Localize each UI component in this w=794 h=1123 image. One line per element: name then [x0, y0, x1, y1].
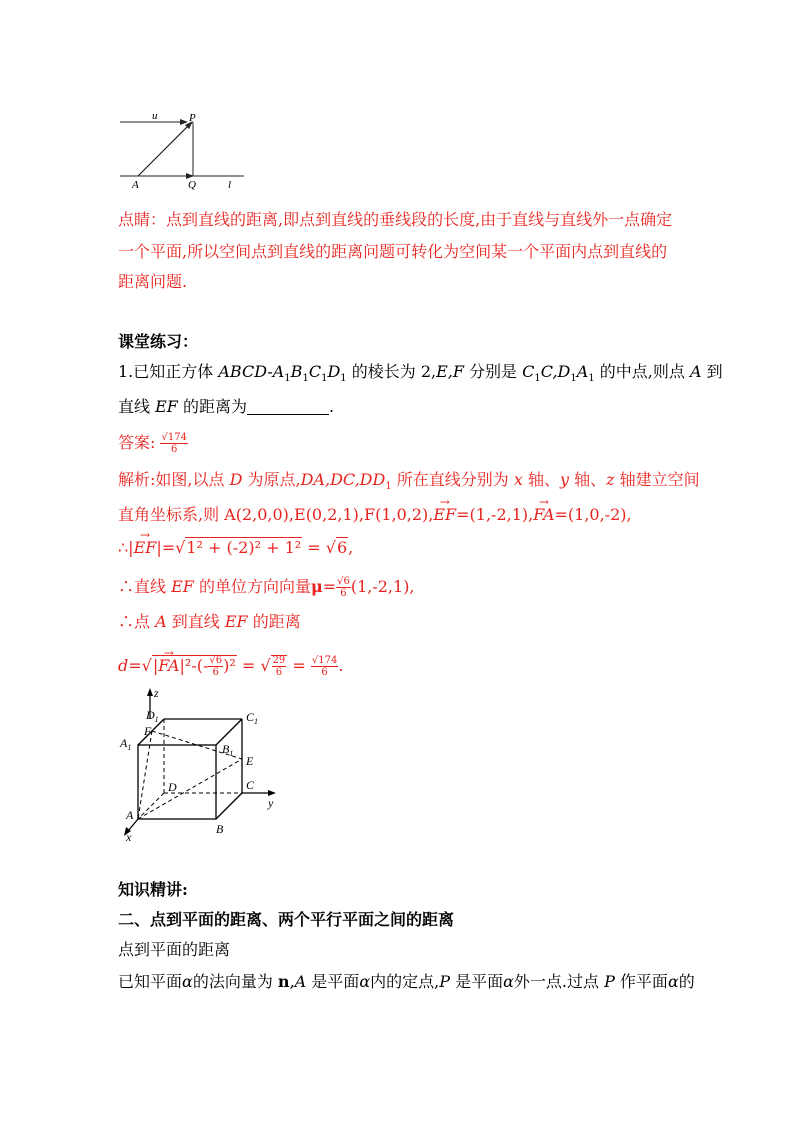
note-line-1: 点睛：点到直线的距离,即点到直线的垂线段的长度,由于直线与直线外一点确定	[118, 210, 673, 229]
solution-line-3: ∴|→ EF|=√1² + (-2)² + 1² = √6,	[118, 538, 353, 558]
a-label: A	[126, 808, 134, 822]
z-axis-label: z	[154, 686, 159, 700]
solution-line-1: 解析:如图,以点 D 为原点$,DA,DC,DD_1$ 所在直线分别为 x 轴、y 轴、z 轴建立空间	[118, 470, 700, 492]
p-label: P	[189, 112, 196, 124]
solution-line-6: d=√|→ FA|²-(- $\frac{√6}{6}$ )² = √ $\frac{29}{6}$ = $\frac{√174}{6}$ .	[118, 655, 343, 678]
x-axis-label: x	[126, 830, 132, 844]
e-label: E	[246, 754, 254, 768]
b1-label: $B_1$	[222, 742, 234, 758]
answer-line: 答案: $\frac{√174}{6}$	[118, 432, 187, 455]
subsection-title: 点到平面的距离	[118, 940, 231, 959]
solution-line-4: ∴直线 EF 的单位方向向量μ= $\frac{√6}{6}$ (1,-2,1),	[118, 576, 415, 599]
note-line-3: 距离问题.	[118, 272, 188, 291]
q-label: Q	[188, 179, 196, 191]
d-label: D	[168, 780, 177, 794]
cube-figure	[118, 685, 288, 845]
question-1-line-1: 1.已知正方体 ABCD-$A_1B_1C_1D_1$ 的棱长为 2,E,F 分别是 $C_1C,D_1A_1$ 的中点,则点 A 到	[118, 362, 723, 384]
body-line-last: 已知平面α的法向量为 n,A 是平面α内的定点,P 是平面α外一点.过点 P 作平面α的	[118, 972, 695, 991]
point-line-figure	[118, 108, 248, 192]
f-label: F	[144, 724, 152, 738]
y-axis-label: y	[268, 796, 274, 810]
knowledge-heading: 知识精讲:	[118, 880, 188, 899]
l-label: l	[228, 179, 232, 191]
c-label: C	[246, 778, 255, 792]
solution-line-5: ∴点 A 到直线 EF 的距离	[118, 612, 301, 631]
a1-label: $A_1$	[120, 736, 132, 752]
note-line-2: 一个平面,所以空间点到直线的距离问题可转化为空间某一个平面内点到直线的	[118, 242, 668, 261]
u-label: u	[152, 110, 158, 122]
section-title: 二、点到平面的距离、两个平行平面之间的距离	[118, 910, 455, 929]
solution-line-2: 直角坐标系,则 A(2,0,0),E(0,2,1),F(1,0,2),→ EF=(1,-2,1),→ FA=(1,0,-2),	[118, 505, 632, 525]
d1-label: $D_1$	[146, 708, 159, 724]
answer-blank	[247, 400, 329, 415]
c1-label: $C_1$	[246, 710, 259, 726]
practice-heading: 课堂练习：	[118, 332, 199, 351]
question-1-line-2: 直线 EF 的距离为 .	[118, 397, 335, 416]
b-label: B	[216, 822, 224, 836]
answer-fraction: $\frac{√174}{6}$	[161, 432, 187, 455]
a-label: A	[132, 179, 139, 191]
